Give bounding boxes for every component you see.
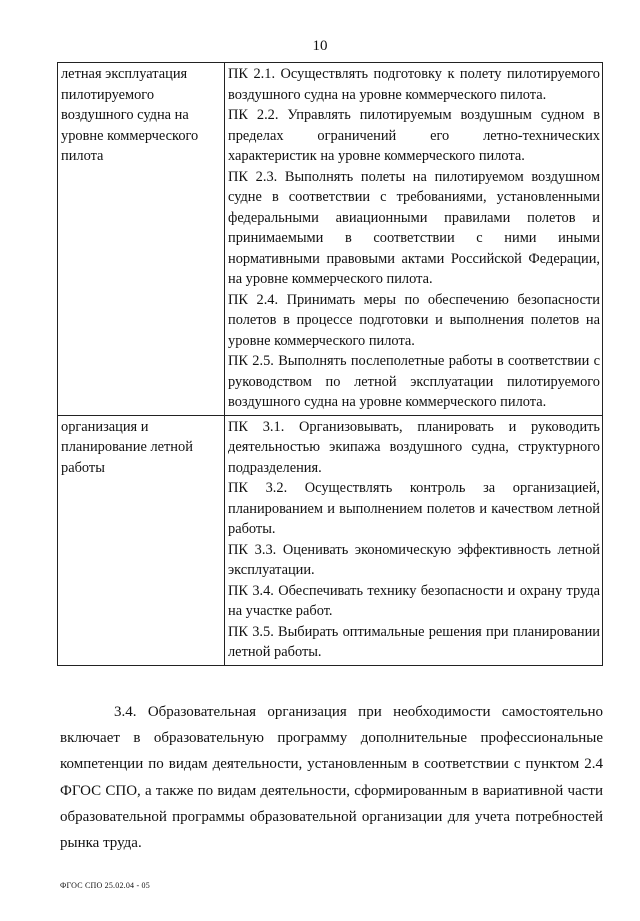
competency-item: ПК 2.5. Выполнять послеполетные работы в соответствии с руководством по летной эксплуатации пилотируемого воздушного судна на уровне коммерческого пилота. xyxy=(228,353,600,410)
document-footer: ФГОС СПО 25.02.04 - 05 xyxy=(60,881,150,890)
competency-item: ПК 2.1. Осуществлять подготовку к полету пилотируемого воздушного судна на уровне коммерческого пилота. xyxy=(228,66,600,103)
competencies-cell xyxy=(225,63,603,416)
competency-item: ПК 3.1. Организовывать, планировать и руководить деятельностью экипажа воздушного судна, структурного подразделения. xyxy=(228,418,600,476)
table-row xyxy=(58,415,603,665)
page-number: 10 xyxy=(312,38,328,54)
competency-item: ПК 2.3. Выполнять полеты на пилотируемом воздушном судне в соответствии с требованиями, установленными федеральными авиационными правилами полетов и принимаемыми в соответствии с ними иными нормативными правовыми актами Российской Федерации, на уровне коммерческого пилота. xyxy=(228,168,600,287)
body-paragraph: 3.4. Образовательная организация при необходимости самостоятельно включает в образовательную программу дополнительные профессиональные компетенции по видам деятельности, установленным в соответствии с пунктом 2.4 ФГОС СПО, а также по видам деятельности, сформированным в вариативной части образовательной программы образовательной организации для учета потребностей рынка труда. xyxy=(60,704,603,852)
table-row xyxy=(58,63,603,416)
competency-item: ПК 3.2. Осуществлять контроль за организацией, планированием и выполнением полетов и качеством летной работы. xyxy=(228,480,600,537)
competency-item: ПК 2.4. Принимать меры по обеспечению безопасности полетов в процессе подготовки и выполнения полетов на уровне коммерческого пилота. xyxy=(228,291,600,349)
competency-item: ПК 2.2. Управлять пилотируемым воздушным судном в пределах ограничений его летно-технических характеристик на уровне коммерческого пилота. xyxy=(228,107,600,164)
competencies-cell xyxy=(225,415,603,665)
competency-item: ПК 3.4. Обеспечивать технику безопасности и охрану труда на участке работ. xyxy=(228,582,600,619)
competency-table xyxy=(57,62,603,666)
competency-item: ПК 3.3. Оценивать экономическую эффективность летной эксплуатации. xyxy=(228,541,600,578)
activity-area-cell: летная эксплуатация пилотируемого воздушного судна на уровне коммерческого пилота xyxy=(58,63,225,416)
competency-item: ПК 3.5. Выбирать оптимальные решения при планировании летной работы. xyxy=(228,623,600,660)
activity-area-cell: организация и планирование летной работы xyxy=(58,415,225,665)
